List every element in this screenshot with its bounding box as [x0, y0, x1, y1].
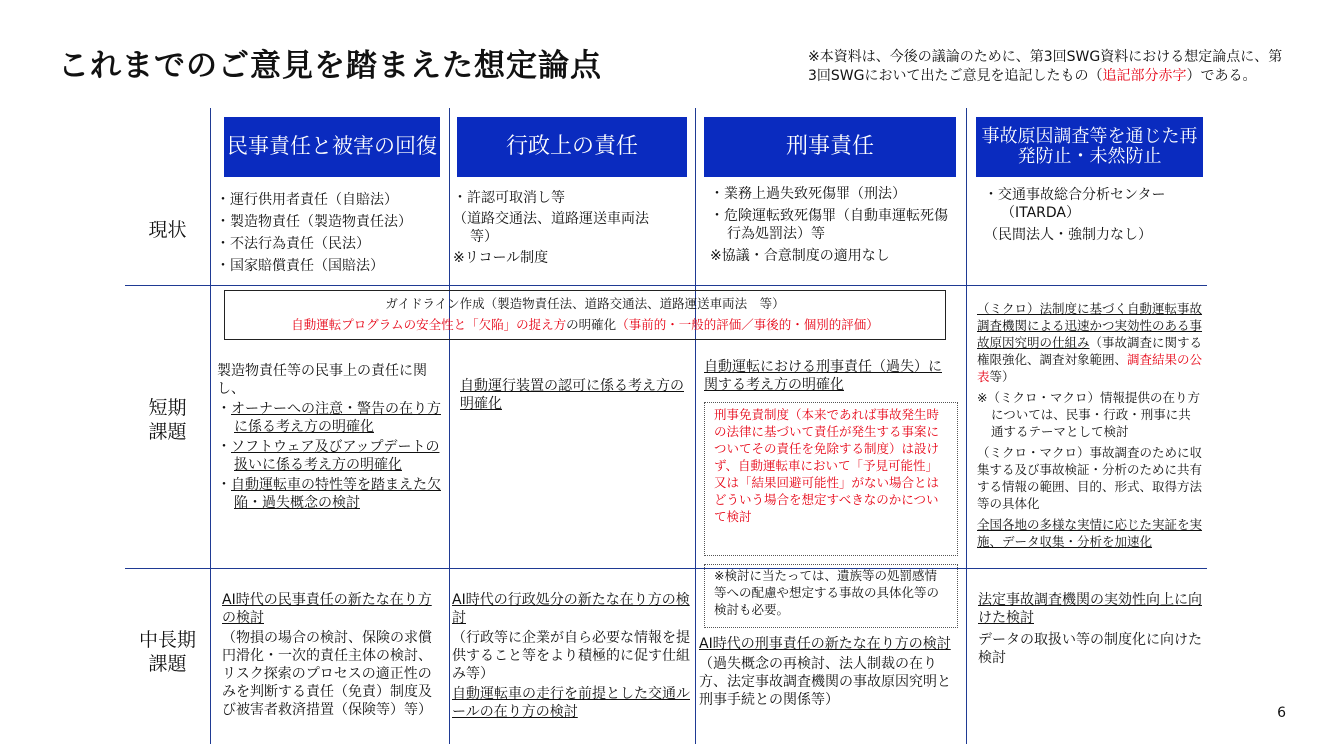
accident-para-1: （ミクロ）法制度に基づく自動運転事故調査機関による迅速かつ実効性のある事故原因究明の仕組み（事故調査に関する権限強化、調査対象範囲、調査結果の公表等）	[977, 301, 1203, 384]
long-admin-detail: （行政等に企業が自ら必要な情報を提供すること等をより積極的に促す仕組み等）	[452, 630, 690, 682]
guideline-red-text: 自動運転プログラムの安全性と「欠陥」の捉え方	[291, 317, 567, 332]
row-label-short	[130, 396, 205, 444]
long-criminal	[699, 635, 957, 709]
list-item: ・国家賠償責任（国賠法）	[216, 258, 384, 274]
row-label-current: 現状	[148, 219, 187, 241]
long-criminal-detail: （過失概念の再検討、法人制裁の在り方、法定事故調査機関の事故原因究明と刑事手続との関係等）	[699, 656, 951, 708]
long-civil-heading: AI時代の民事責任の新たな在り方の検討	[222, 592, 432, 626]
long-accident	[978, 591, 1202, 667]
long-admin-heading-2: 自動運転車の走行を前提とした交通ルールの在り方の検討	[452, 686, 690, 720]
current-civil	[216, 189, 446, 277]
page-title: これまでのご意見を踏まえた想定論点	[58, 48, 602, 84]
header-accident: 事故原因調査等を通じた再発防止・未然防止	[976, 117, 1203, 177]
page-number: 6	[1277, 705, 1286, 721]
guideline-red-text: （事前的・一般的評価／事後的・個別的評価）	[616, 317, 879, 332]
list-item: ・不法行為責任（民法）	[216, 236, 370, 252]
row-label-long-line2: 課題	[148, 653, 187, 675]
grid-line	[125, 568, 1207, 569]
list-item: （道路交通法、道路運送車両法 等）	[453, 211, 663, 245]
guideline-line1: ガイドライン作成（製造物責任法、道路交通法、道路運送車両法 等）	[385, 296, 785, 311]
short-civil-intro: 製造物責任等の民事上の責任に関し、	[217, 363, 427, 397]
list-item: ・ソフトウェア及びアップデートの扱いに係る考え方の明確化	[217, 439, 440, 473]
row-label-long	[130, 628, 205, 676]
short-admin: 自動運行装置の認可に係る考え方の明確化	[460, 378, 684, 412]
accident-para-2: ※（ミクロ・マクロ）情報提供の在り方については、民事・行政・刑事に共通するテーマとして検討	[977, 390, 1200, 439]
long-accident-heading: 法定事故調査機関の実効性向上に向けた検討	[978, 592, 1202, 626]
criminal-red-text: 刑事免責制度（本来であれば事故発生時の法律に基づいて責任が発生する事案についてその責任を免除する制度）は設けず、自動運転車において「予見可能性」又は「結果回避可能性」がない場合とはどういう場合を想定すべきなのかについて検討	[714, 407, 940, 524]
criminal-note-text: ※検討に当たっては、遺族等の処罰感情等への配慮や想定する事故の具体化等の検討も必要。	[714, 568, 940, 617]
grid-line	[695, 108, 696, 744]
list-item: ・製造物責任（製造物責任法）	[216, 214, 412, 230]
header-civil: 民事責任と被害の回復	[224, 117, 440, 177]
grid-line	[125, 285, 1207, 286]
criminal-red-box	[704, 402, 958, 556]
note-text	[808, 48, 1288, 86]
list-item: ・危険運転致死傷罪（自動車運転死傷行為処罰法）等	[710, 208, 948, 242]
guideline-box	[224, 290, 946, 340]
accident-para-4: 全国各地の多様な実情に応じた実証を実施、データ収集・分析を加速化	[977, 517, 1203, 549]
long-accident-detail: データの取扱い等の制度化に向けた検討	[978, 632, 1202, 666]
short-criminal: 自動運転における刑事責任（過失）に関する考え方の明確化	[704, 359, 942, 393]
list-item: ・自動運転車の特性等を踏まえた欠陥・過失概念の検討	[217, 477, 441, 511]
list-item: ・許認可取消し等	[453, 190, 565, 206]
header-admin: 行政上の責任	[457, 117, 687, 177]
list-item: ・業務上過失致死傷罪（刑法）	[710, 186, 906, 202]
long-criminal-heading: AI時代の刑事責任の新たな在り方の検討	[699, 636, 951, 652]
criminal-note-box	[704, 564, 958, 628]
row-label-short-line2: 課題	[148, 421, 187, 443]
note-prefix: ※本資料は、今後の議論のために、第3回SWG資料における想定論点に、第3回SWGにおいて出たご意見を追記したもの（	[808, 49, 1283, 84]
row-label-short-line1: 短期	[148, 397, 187, 419]
guideline-black-text: の明確化	[566, 317, 617, 332]
short-civil	[217, 362, 441, 512]
grid-line	[966, 108, 967, 744]
long-admin-heading: AI時代の行政処分の新たな在り方の検討	[452, 592, 690, 626]
header-criminal: 刑事責任	[704, 117, 956, 177]
grid-line	[210, 108, 211, 744]
current-accident	[984, 186, 1184, 244]
current-criminal	[710, 185, 960, 265]
long-civil	[222, 591, 444, 719]
long-civil-detail: （物損の場合の検討、保険の求償円滑化・一次的責任主体の検討、リスク探索のプロセスの適正性のみを判断する責任（免責）制度及び被害者救済措置（保険等）等）	[222, 630, 432, 718]
current-admin	[453, 189, 681, 267]
long-admin	[452, 591, 690, 721]
list-item: ・オーナーへの注意・警告の在り方に係る考え方の明確化	[217, 401, 441, 435]
short-accident	[977, 300, 1203, 550]
list-item: ※協議・合意制度の適用なし	[710, 248, 890, 264]
row-label-long-line1: 中長期	[138, 629, 196, 651]
list-item: ・交通事故総合分析センター（ITARDA）	[984, 187, 1166, 221]
note-suffix: ）である。	[1186, 68, 1257, 84]
list-item: ※リコール制度	[453, 250, 549, 266]
accident-para-3: （ミクロ・マクロ）事故調査のために収集する及び事故検証・分析のために共有する情報の範囲、目的、形式、取得方法等の具体化	[977, 445, 1203, 511]
grid-line	[449, 108, 450, 744]
note-highlight: 追記部分赤字	[1102, 68, 1187, 84]
list-item: ・運行供用者責任（自賠法）	[216, 192, 398, 208]
guideline-line2	[225, 316, 945, 333]
list-item: （民間法人・強制力なし）	[984, 227, 1152, 243]
